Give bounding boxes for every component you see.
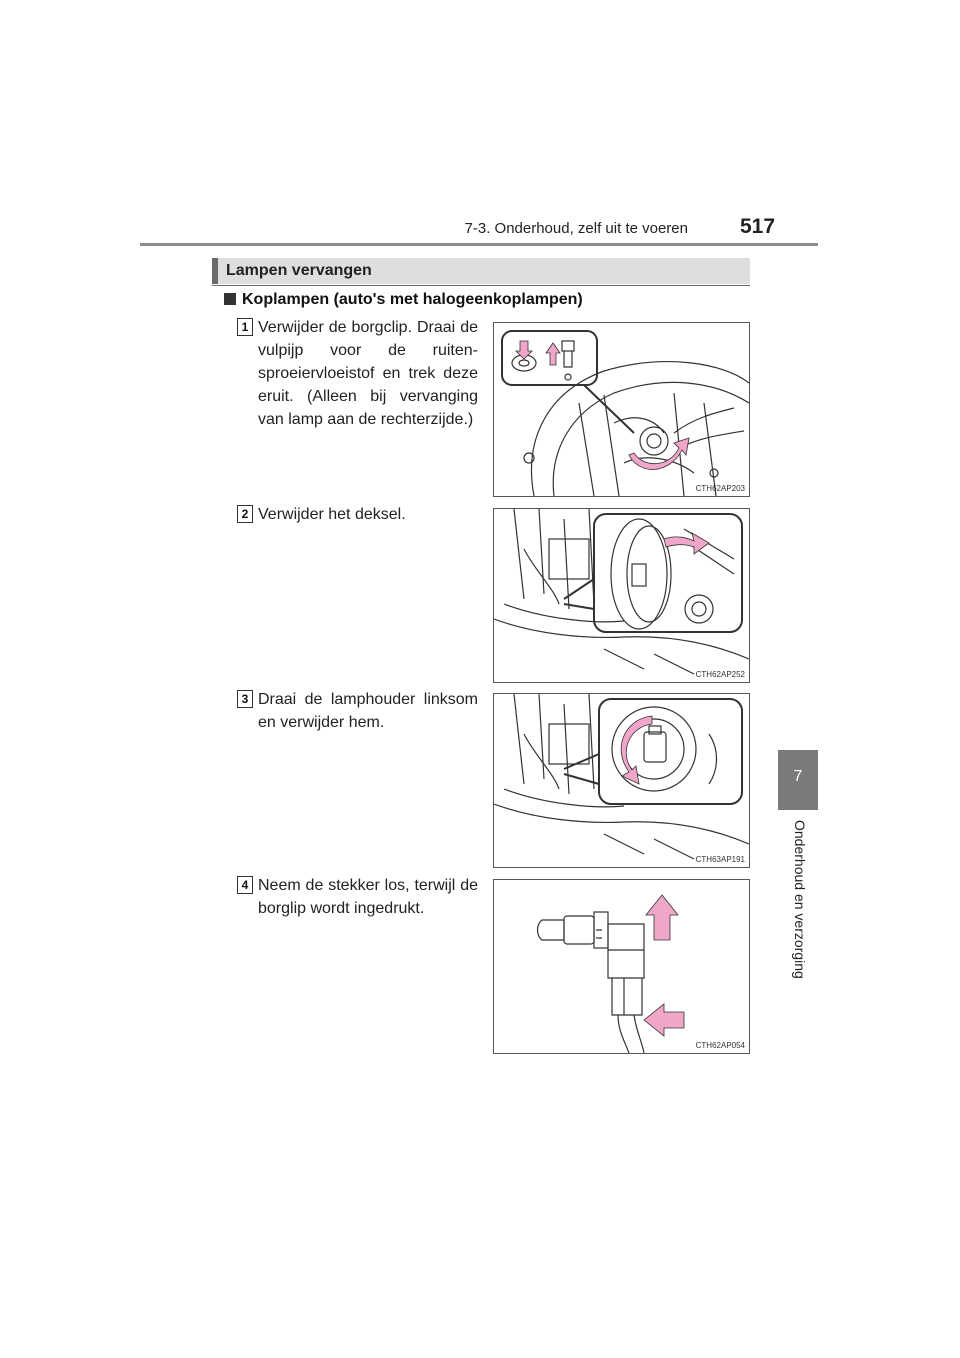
lamp-holder-illustration (494, 694, 749, 867)
section-title: Lampen vervangen (226, 262, 372, 279)
subheading-text: Koplampen (auto's met halogeenkoplampen) (242, 291, 583, 308)
chapter-tab (778, 750, 818, 810)
figure-code: CTH63AP191 (695, 855, 745, 864)
step-number: 1 (237, 318, 253, 336)
washer-filler-illustration (494, 323, 749, 496)
step-illustration (493, 693, 750, 868)
square-bullet-icon (224, 293, 236, 305)
header-section-title: 7-3. Onderhoud, zelf uit te voeren (464, 220, 688, 237)
subheading (224, 291, 583, 309)
step-illustration (493, 508, 750, 683)
step-text: Verwijder het deksel. (258, 506, 406, 523)
section-rule (212, 285, 750, 286)
chapter-number: 7 (793, 768, 803, 785)
step-text: Neem de stekker los, terwijl de borglip wordt ingedrukt. (258, 877, 478, 917)
bulb-connector-illustration (494, 880, 749, 1053)
step-number: 4 (237, 876, 253, 894)
step-text: Verwijder de borgclip. Draai de vulpijp voor de ruiten-sproeiervloeistof en trek deze eruit. (Alleen bij vervanging van lamp aan de rechterzijde.) (258, 319, 478, 428)
figure-code: CTH62AP252 (695, 670, 745, 679)
header-rule (140, 243, 818, 246)
step-number: 2 (237, 505, 253, 523)
section-title-bar (212, 258, 750, 284)
step-illustration (493, 322, 750, 497)
step-number: 3 (237, 690, 253, 708)
headlamp-cover-illustration (494, 509, 749, 682)
chapter-side-label (770, 820, 830, 1000)
page-number: 517 (740, 215, 776, 238)
step-illustration (493, 879, 750, 1054)
chapter-title: Onderhoud en verzorging (792, 820, 808, 979)
step-text: Draai de lamphouder linksom en verwijder hem. (258, 691, 478, 731)
figure-code: CTH62AP203 (695, 484, 745, 493)
figure-code: CTH62AP054 (695, 1041, 745, 1050)
section-accent (212, 258, 218, 284)
